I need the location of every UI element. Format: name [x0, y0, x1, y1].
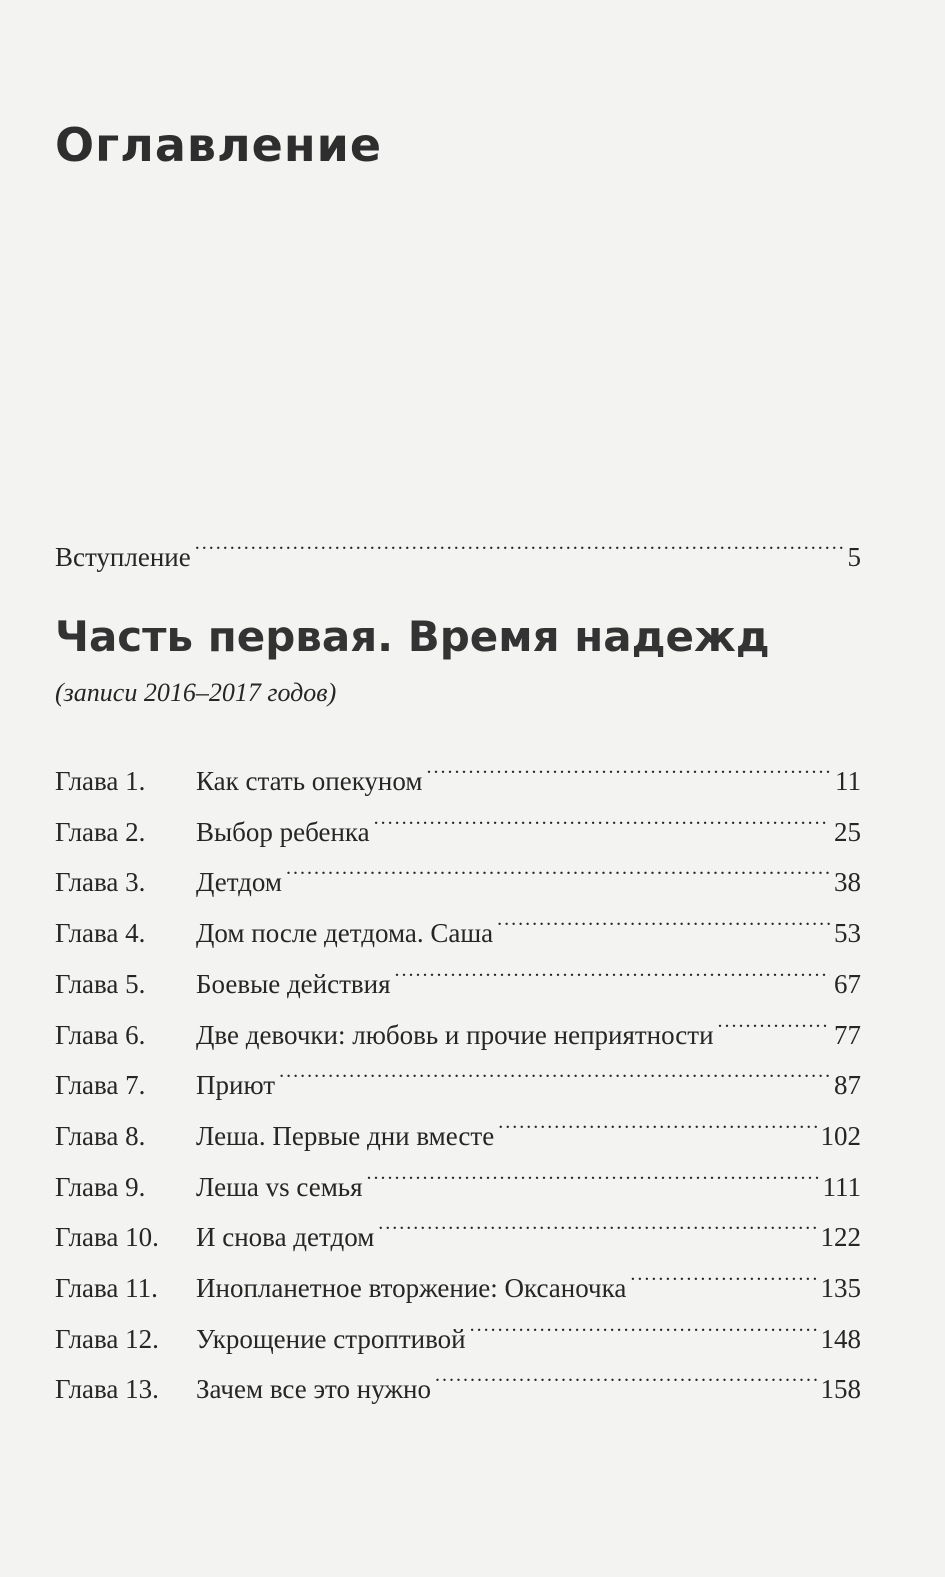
chapter-page: 102 [820, 1120, 861, 1151]
page-title: Оглавление [55, 118, 383, 172]
toc-entry-chapter[interactable] [55, 1314, 861, 1356]
part-heading: Часть первая. Время надежд [55, 612, 770, 661]
chapter-label: Глава 10. [55, 1222, 159, 1253]
chapter-label: Глава 9. [55, 1171, 146, 1202]
chapter-label: Глава 11. [55, 1273, 158, 1303]
chapter-page: 111 [822, 1171, 861, 1202]
chapter-name: Зачем все это нужно [196, 1374, 431, 1405]
chapter-label: Глава 3. [55, 867, 146, 898]
dot-leader [497, 908, 830, 942]
chapter-page: 67 [834, 968, 861, 999]
toc-entry-chapter[interactable] [55, 1111, 861, 1153]
chapter-label: Глава 1. [55, 766, 146, 796]
chapter-name: Выбор ребенка [196, 816, 370, 847]
chapter-page: 158 [820, 1374, 861, 1405]
dot-leader [286, 857, 830, 891]
chapter-name: Леша vs семья [196, 1171, 363, 1202]
chapter-label: Глава 7. [55, 1070, 146, 1101]
chapter-name: Боевые действия [196, 968, 391, 999]
chapter-page: 25 [834, 816, 861, 847]
toc-entry-chapter[interactable] [55, 1263, 861, 1305]
chapter-page: 87 [834, 1070, 861, 1101]
entry-name: Вступление [55, 542, 191, 572]
toc-entry-chapter[interactable] [55, 857, 861, 899]
toc-entry-intro[interactable] [55, 532, 861, 574]
dot-leader [279, 1060, 830, 1094]
chapter-page: 53 [834, 918, 861, 949]
part-subtitle: (записи 2016–2017 годов) [55, 678, 337, 707]
toc-entry-chapter[interactable] [55, 1162, 861, 1204]
entry-page: 5 [847, 542, 861, 572]
chapter-label: Глава 2. [55, 816, 146, 847]
dot-leader [630, 1263, 816, 1297]
dot-leader [378, 1212, 816, 1246]
dot-leader [470, 1314, 817, 1348]
dot-leader [195, 532, 844, 566]
chapter-label: Глава 12. [55, 1323, 159, 1354]
chapter-label: Глава 8. [55, 1120, 146, 1151]
chapter-label: Глава 6. [55, 1019, 146, 1050]
toc-entry-chapter[interactable] [55, 1010, 861, 1052]
dot-leader [718, 1010, 830, 1044]
chapter-name: Две девочки: любовь и прочие неприятности [196, 1019, 714, 1050]
dot-leader [498, 1111, 816, 1145]
toc-entry-chapter[interactable] [55, 1364, 861, 1406]
chapter-name: Леша. Первые дни вместе [196, 1120, 495, 1151]
chapter-label: Глава 5. [55, 968, 146, 999]
dot-leader [374, 807, 830, 841]
toc-entry-chapter[interactable] [55, 756, 861, 798]
chapter-label: Глава 13. [55, 1374, 159, 1405]
chapter-page: 77 [834, 1019, 861, 1050]
chapter-name: Укрощение строптивой [196, 1323, 466, 1354]
dot-leader [435, 1364, 817, 1398]
chapter-page: 148 [820, 1323, 861, 1354]
toc-entry-chapter[interactable] [55, 807, 861, 849]
dot-leader [367, 1162, 819, 1196]
chapter-name: Дом после детдома. Саша [196, 918, 494, 949]
chapter-name: Как стать опекуном [196, 766, 423, 796]
chapter-page: 122 [820, 1222, 861, 1253]
chapter-page: 38 [834, 867, 861, 898]
chapter-name: И снова детдом [196, 1222, 375, 1253]
chapter-name: Детдом [196, 867, 282, 898]
dot-leader [395, 959, 830, 993]
dot-leader [426, 756, 831, 790]
toc-entry-chapter[interactable] [55, 908, 861, 950]
toc-entry-chapter[interactable] [55, 1060, 861, 1102]
chapter-page: 135 [820, 1273, 861, 1303]
chapter-name: Инопланетное вторжение: Оксаночка [196, 1273, 627, 1303]
chapter-page: 11 [835, 766, 861, 796]
chapter-name: Приют [196, 1070, 276, 1101]
toc-entry-chapter[interactable] [55, 1212, 861, 1254]
chapter-label: Глава 4. [55, 918, 146, 949]
toc-entry-chapter[interactable] [55, 959, 861, 1001]
